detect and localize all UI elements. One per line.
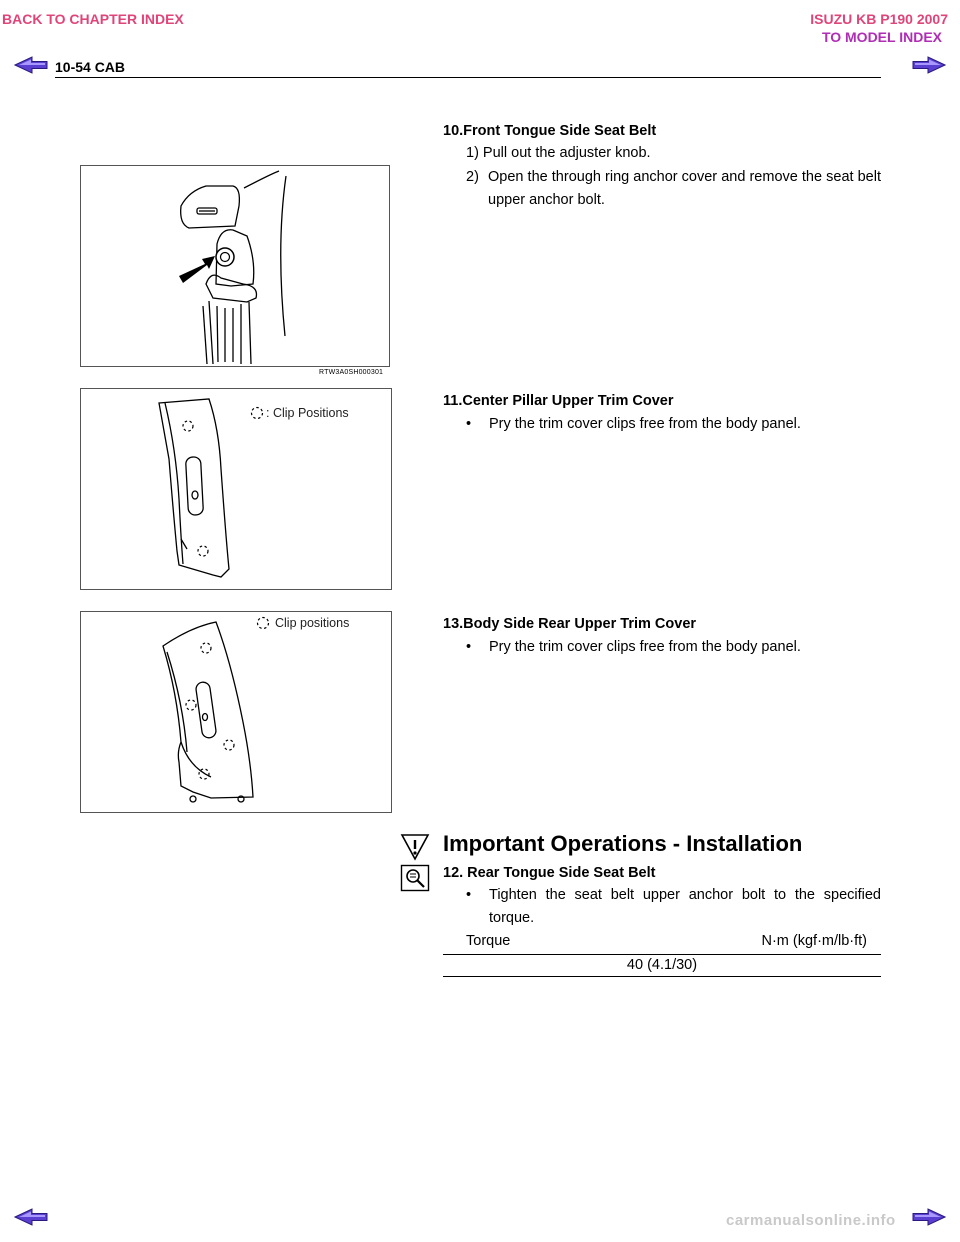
right-arrow-icon[interactable] [912,1208,946,1226]
left-arrow-icon[interactable] [14,56,48,74]
torque-value: 40 (4.1/30) [626,957,698,973]
step-10-item-2-text: Open the through ring anchor cover and remove the seat belt upper anchor bolt. [488,169,881,208]
page-title: 10-54 CAB [55,59,126,75]
step-10-item-1: 1) Pull out the adjuster knob. [466,145,651,161]
step-11-bullet-marker: • [466,416,472,432]
step-11-bullet-text: Pry the trim cover clips free from the body panel. [489,416,801,432]
seat-belt-anchor-illustration [81,166,389,366]
caution-icon [400,833,430,861]
step-10-item-2-number: 2) [466,169,479,185]
clip-position-marker [201,643,211,653]
torque-table-rule-bottom [443,976,881,977]
clip-legend-label: Clip positions [275,616,350,630]
clip-position-marker [224,740,234,750]
figure-rear-upper-trim [80,611,392,813]
torque-table-rule-top [443,954,881,955]
clip-position-marker [186,700,196,710]
step-10-item-2 [466,166,881,212]
model-title-link[interactable]: ISUZU KB P190 2007 [810,11,948,27]
rear-upper-trim-illustration [81,612,391,812]
step-12-bullet-marker: • [466,887,472,903]
step-13-title: 13.Body Side Rear Upper Trim Cover [443,616,697,632]
to-model-index-link[interactable]: TO MODEL INDEX [821,29,942,45]
watermark: carmanualsonline.info [726,1212,896,1229]
torque-label: Torque [466,933,511,949]
clip-position-marker [183,421,193,431]
left-arrow-icon[interactable] [14,1208,48,1226]
step-10-title: 10.Front Tongue Side Seat Belt [443,123,657,139]
clip-position-marker [198,546,208,556]
right-arrow-icon[interactable] [912,56,946,74]
step-12-bullet-text: Tighten the seat belt upper anchor bolt to the specified torque. [489,887,881,926]
installation-heading: Important Operations - Installation [443,831,803,856]
clip-symbol-icon [250,406,264,420]
clip-legend-label: : Clip Positions [266,406,349,420]
figure-seat-belt-anchor [80,165,390,367]
clip-symbol-icon [256,616,270,630]
step-11-title: 11.Center Pillar Upper Trim Cover [443,393,674,409]
inspect-icon [400,864,430,892]
step-13-bullet-marker: • [466,639,472,655]
clip-markers [186,643,234,779]
header-rule [55,77,881,78]
step-13-bullet-text: Pry the trim cover clips free from the body panel. [489,639,801,655]
torque-unit: N·m (kgf·m/lb·ft) [761,933,867,949]
step-12-title: 12. Rear Tongue Side Seat Belt [443,865,656,881]
arrow-pointer-icon [179,256,215,283]
figure-code: RTW3A0SH000301 [319,369,384,376]
back-to-chapter-index-link[interactable]: BACK TO CHAPTER INDEX [2,11,184,27]
